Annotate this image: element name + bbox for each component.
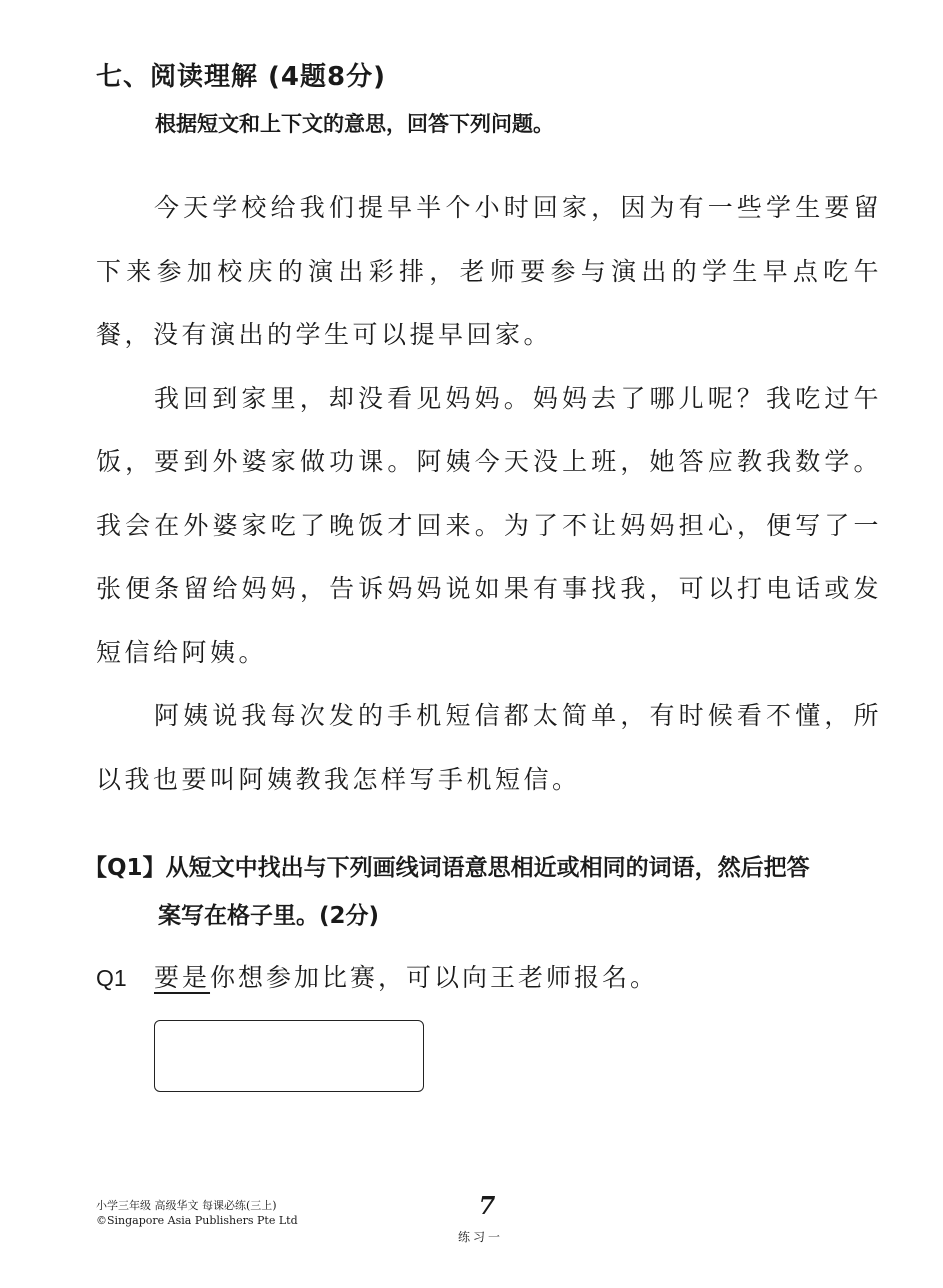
question-item-number: Q1 [96,965,127,991]
question-item [96,958,658,994]
question-tag: 【Q1】 [84,855,166,881]
exercise-label: 练习一 [458,1230,504,1244]
question-sentence-rest: 你想参加比赛，可以向王老师报名。 [210,963,659,992]
footer-copyright: ©Singapore Asia Publishers Pte Ltd [96,1214,298,1227]
passage-paragraph-2: 我回到家里，却没看见妈妈。妈妈去了哪儿呢？我吃过午饭，要到外婆家做功课。阿姨今天没上班，她答应教我数学。我会在外婆家吃了晚饭才回来。为了不让妈妈担心，便写了一张便条留给妈妈，告诉妈妈说如果有事找我，可以打电话或发短信给阿姨。 [96,383,882,667]
passage-paragraph-3: 阿姨说我每次发的手机短信都太简单，有时候看不懂，所以我也要叫阿姨教我怎样写手机短信。 [96,701,882,794]
question-sentence [154,963,658,992]
footer-book-title: 小学三年级 高级华文 每课必练(三上) [96,1199,277,1212]
section-instruction: 根据短文和上下文的意思，回答下列问题。 [155,112,554,136]
question-instruction-line2: 案写在格子里。(2分) [158,903,380,929]
underlined-word: 要是 [154,963,211,992]
question-instruction [84,844,884,940]
answer-box[interactable] [154,1020,424,1092]
question-instruction-line1: 从短文中找出与下列画线词语意思相近或相同的词语，然后把答 [165,855,810,881]
page-number: 7 [478,1191,496,1220]
section-title: 七、阅读理解 (4题8分) [96,62,386,92]
footer-info [96,1198,298,1228]
passage-paragraph-1: 今天学校给我们提早半个小时回家，因为有一些学生要留下来参加校庆的演出彩排，老师要参与演出的学生早点吃午餐，没有演出的学生可以提早回家。 [96,193,882,349]
reading-passage [96,176,882,811]
